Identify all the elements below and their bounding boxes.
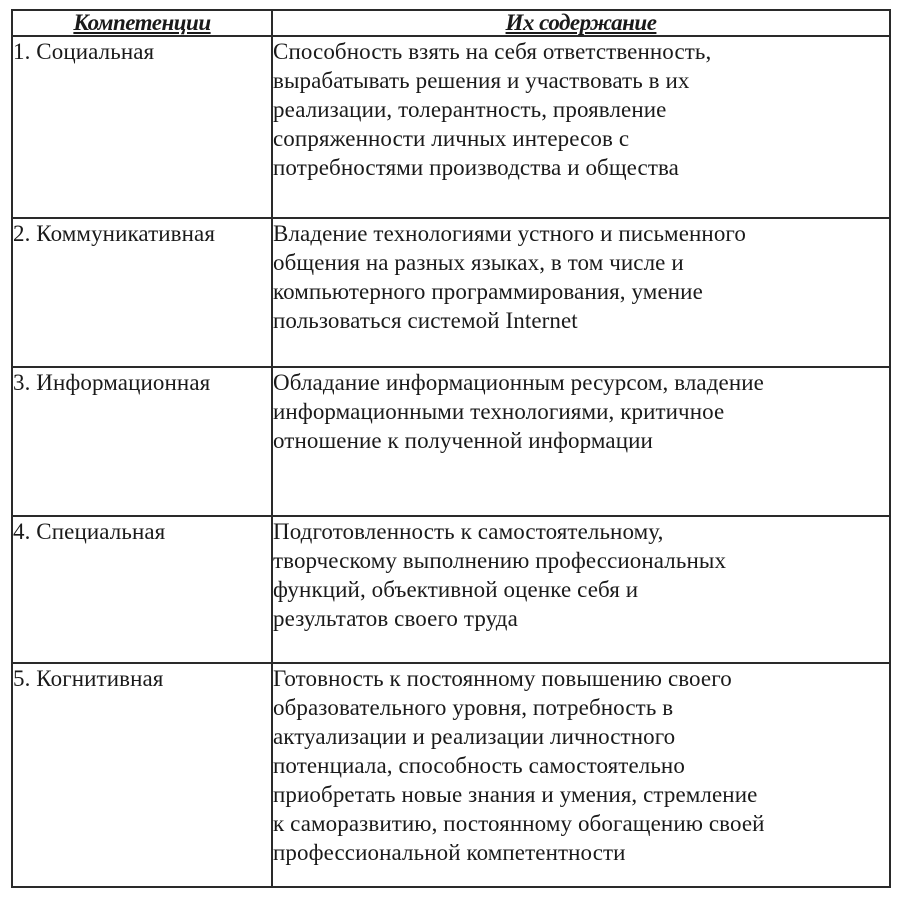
description-line: результатов своего труда [273, 606, 518, 631]
column-header-content: Их содержание [272, 10, 890, 36]
table-row [12, 663, 890, 887]
description-line: Способность взять на себя ответственность, [273, 39, 712, 64]
competency-description [272, 218, 890, 367]
description-line: потребностями производства и общества [273, 155, 679, 180]
table-header-row [12, 10, 890, 36]
description-line: реализации, толерантность, проявление [273, 97, 667, 122]
table-row [12, 516, 890, 663]
table-row [12, 36, 890, 218]
table-row [12, 367, 890, 516]
description-line: Готовность к постоянному повышению своего [273, 666, 732, 691]
competency-description [272, 367, 890, 516]
table-row [12, 218, 890, 367]
competency-description [272, 516, 890, 663]
description-line: потенциала, способность самостоятельно [273, 753, 685, 778]
description-line: актуализации и реализации личностного [273, 724, 676, 749]
description-line: профессиональной компетентности [273, 840, 626, 865]
competency-name: 4. Специальная [12, 516, 272, 663]
description-line: общения на разных языках, в том числе и [273, 250, 684, 275]
description-line: вырабатывать решения и участвовать в их [273, 68, 690, 93]
competency-description [272, 663, 890, 887]
description-line: сопряженности личных интересов с [273, 126, 630, 151]
competencies-table [11, 9, 891, 888]
description-line: информационными технологиями, критичное [273, 399, 725, 424]
description-line: функций, объективной оценке себя и [273, 577, 639, 602]
competency-name: 5. Когнитивная [12, 663, 272, 887]
description-line: компьютерного программирования, умение [273, 279, 703, 304]
description-line: Подготовленность к самостоятельному, [273, 519, 664, 544]
description-line: Обладание информационным ресурсом, владение [273, 370, 764, 395]
description-line: Владение технологиями устного и письменного [273, 221, 746, 246]
description-line: приобретать новые знания и умения, стремление [273, 782, 758, 807]
column-header-competencies: Компетенции [12, 10, 272, 36]
competency-name: 3. Информационная [12, 367, 272, 516]
description-line: образовательного уровня, потребность в [273, 695, 674, 720]
competency-name: 2. Коммуникативная [12, 218, 272, 367]
competency-name: 1. Социальная [12, 36, 272, 218]
description-line: к саморазвитию, постоянному обогащению своей [273, 811, 765, 836]
description-line: творческому выполнению профессиональных [273, 548, 727, 573]
description-line: пользоваться системой Internet [273, 308, 578, 333]
competency-description [272, 36, 890, 218]
description-line: отношение к полученной информации [273, 428, 653, 453]
